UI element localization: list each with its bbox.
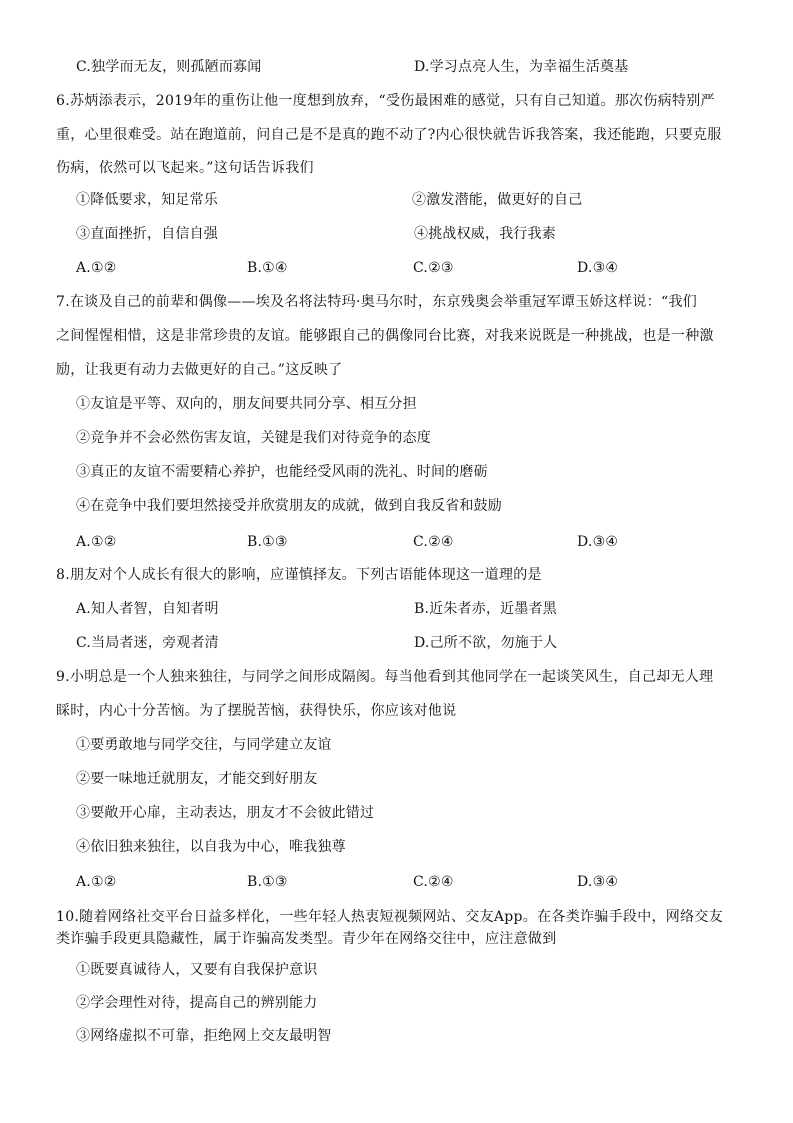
q7-item-4: ④在竞争中我们要坦然接受并欣赏朋友的成就，做到自我反省和鼓励 [76,498,502,514]
q9-item-1: ①要勇敢地与同学交往，与同学建立友谊 [76,737,332,753]
q9-choice-a: A.①② [76,874,117,890]
q7-stem-line3: 励，让我更有动力去做更好的自己。”这反映了 [56,362,343,378]
q8-option-c: C.当局者迷，旁观者清 [76,635,219,651]
q9-stem-line1: 9.小明总是一个人独来独往，与同学之间形成隔阂。每当他看到其他同学在一起谈笑风生，自己却无人理 [56,669,714,685]
q6-stem-line3: 伤病，依然可以飞起来。”这句话告诉我们 [56,160,314,176]
q8-stem-line1: 8.朋友对个人成长有很大的影响，应谨慎择友。下列古语能体现这一道理的是 [56,567,542,583]
q6-choice-d: D.③④ [577,260,619,276]
q7-choice-a: A.①② [76,534,117,550]
q6-choice-b: B.①④ [247,260,288,276]
q6-item-2: ②激发潜能，做更好的自己 [412,192,583,208]
q7-choice-c: C.②④ [413,534,454,550]
q6-choice-c: C.②③ [413,260,454,276]
q6-item-4: ④挑战权威，我行我素 [414,226,556,242]
q7-item-1: ①友谊是平等、双向的，朋友间要共同分享、相互分担 [76,396,417,412]
q7-stem-line2: 之间惺惺相惜，这是非常珍贵的友谊。能够跟自己的偶像同台比赛，对我来说既是一种挑战，也是一种激 [56,328,714,344]
q8-option-a: A.知人者智，自知者明 [76,601,219,617]
q6-choice-a: A.①② [76,260,117,276]
q9-item-2: ②要一味地迁就朋友，才能交到好朋友 [76,771,318,787]
q10-stem-line2: 类诈骗手段更具隐藏性，属于诈骗高发类型。青少年在网络交往中，应注意做到 [56,931,557,947]
q7-choice-b: B.①③ [247,534,288,550]
q6-stem-line1: 6.苏炳添表示，2019年的重伤让他一度想到放弃，“受伤最困难的感觉，只有自己知道。那次伤病特别严 [56,93,715,109]
q9-stem-line2: 睬时，内心十分苦恼。为了摆脱苦恼，获得快乐，你应该对他说 [56,703,457,719]
q7-stem-line1: 7.在谈及自己的前辈和偶像——埃及名将法特玛·奥马尔时，东京残奥会举重冠军谭玉娇这样说：“我们 [56,294,698,310]
q8-option-d: D.己所不欲，勿施于人 [414,635,558,651]
q6-stem-line2: 重，心里很难受。站在跑道前，问自己是不是真的跑不动了?内心很快就告诉我答案，我还能跑，只要克服 [56,127,722,143]
q7-item-3: ③真正的友谊不需要精心养护，也能经受风雨的洗礼、时间的磨砺 [76,464,488,480]
q9-choice-d: D.③④ [577,874,619,890]
q10-item-3: ③网络虚拟不可靠，拒绝网上交友最明智 [76,1028,332,1044]
q10-item-1: ①既要真诚待人，又要有自我保护意识 [76,962,318,978]
q10-item-2: ②学会理性对待，提高自己的辨别能力 [76,995,318,1011]
q6-item-1: ①降低要求，知足常乐 [76,192,218,208]
q10-stem-line1: 10.随着网络社交平台日益多样化，一些年轻人热衷短视频网站、交友App。在各类诈骗手段中，网络交友 [56,909,723,925]
q7-choice-d: D.③④ [577,534,619,550]
q9-choice-b: B.①③ [247,874,288,890]
q5-option-d: D.学习点亮人生，为幸福生活奠基 [414,59,629,75]
q8-option-b: B.近朱者赤，近墨者黑 [414,601,557,617]
q9-item-4: ④依旧独来独往，以自我为中心，唯我独尊 [76,839,346,855]
q9-choice-c: C.②④ [413,874,454,890]
q6-item-3: ③直面挫折，自信自强 [76,226,218,242]
q9-item-3: ③要敞开心扉，主动表达，朋友才不会彼此错过 [76,805,375,821]
q7-item-2: ②竞争并不会必然伤害友谊，关键是我们对待竞争的态度 [76,430,431,446]
q5-option-c: C.独学而无友，则孤陋而寡闻 [76,59,262,75]
